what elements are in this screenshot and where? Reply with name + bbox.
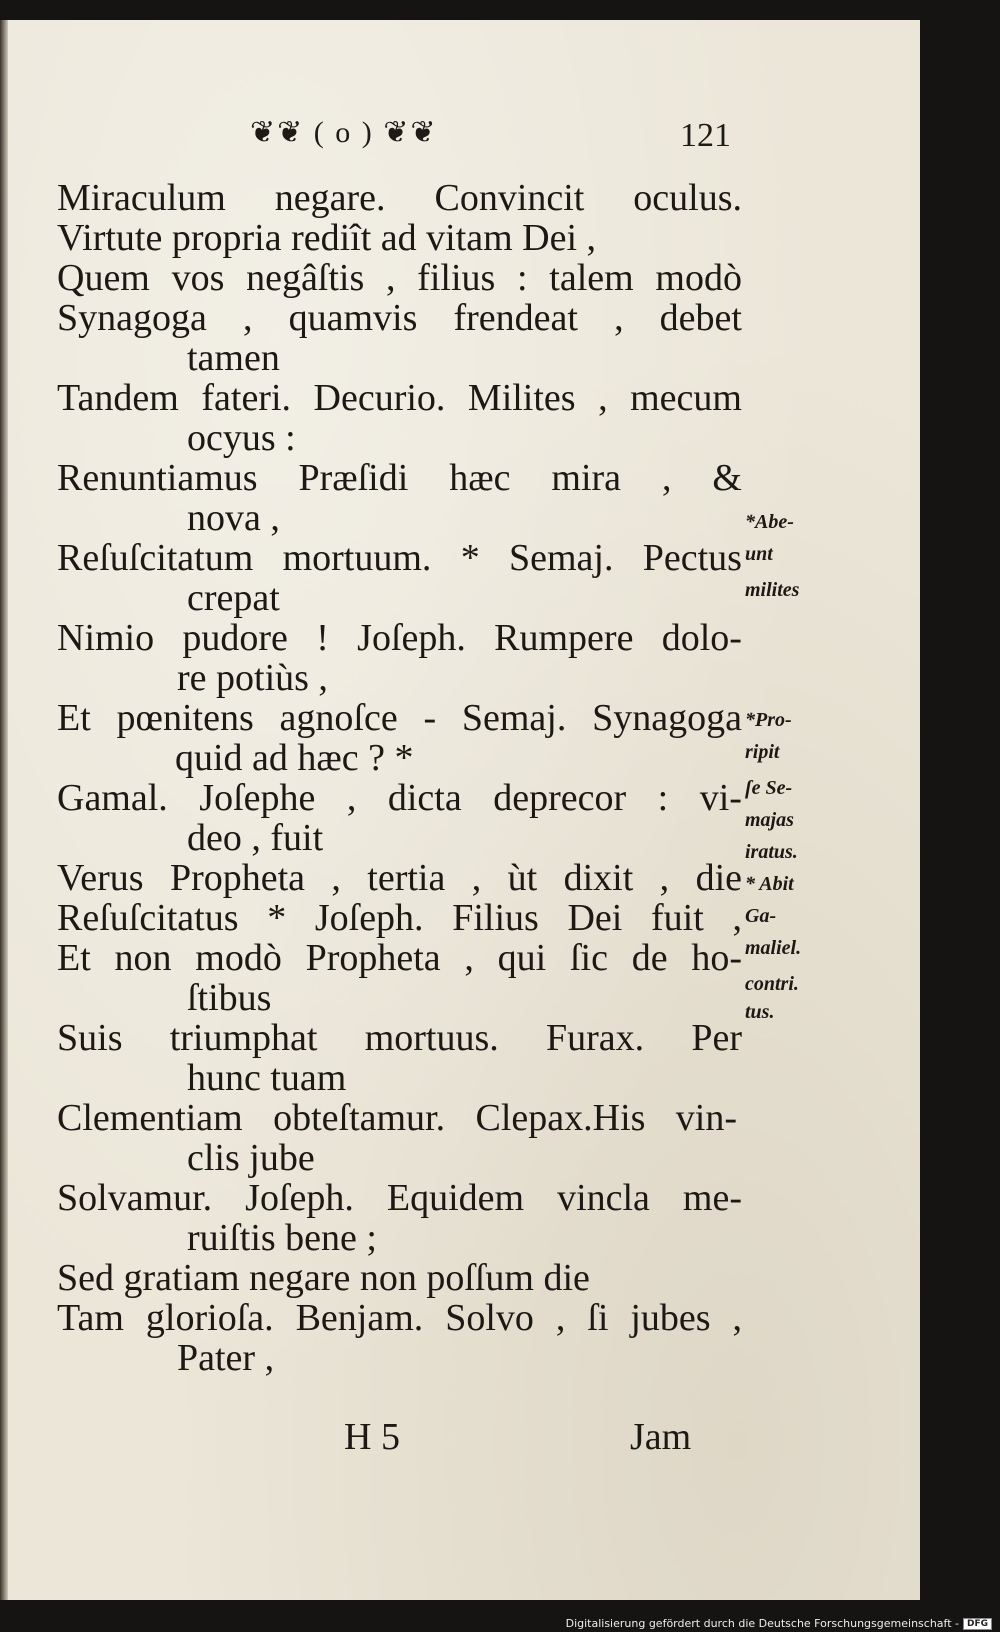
- word: pœnitens: [116, 697, 254, 739]
- word: frendeat: [453, 297, 578, 339]
- word: ,: [464, 937, 474, 979]
- word: oculus.: [633, 177, 742, 219]
- word: ,: [732, 897, 742, 939]
- word: ,: [385, 257, 396, 299]
- word: Reſuſcitatus: [57, 897, 239, 939]
- word: qui: [497, 937, 547, 979]
- margin-note: iratus.: [745, 841, 798, 863]
- margin-note: milites: [745, 579, 800, 601]
- word: Semaj.: [461, 697, 567, 739]
- text-line: clis jube: [187, 1137, 315, 1179]
- word: negare.: [274, 177, 386, 219]
- word: debet: [659, 297, 742, 339]
- text-line: [57, 778, 742, 818]
- margin-note: maliel.: [745, 937, 802, 959]
- credit-text: Digitalisierung gefördert durch die Deutsche Forschungsgemeinschaft -: [565, 1617, 959, 1630]
- word: Præſidi: [298, 457, 409, 499]
- text-line: quid ad hæc ? *: [175, 737, 414, 779]
- word: ,: [346, 777, 357, 819]
- text-line: [57, 698, 742, 738]
- word: modò: [195, 937, 282, 979]
- text-line: [57, 298, 742, 338]
- word: Rumpere: [494, 617, 634, 659]
- word: filius: [417, 257, 496, 299]
- word: vincla: [557, 1177, 650, 1219]
- word: dixit: [563, 857, 634, 899]
- word: Dei: [567, 897, 623, 939]
- text-line: [57, 378, 742, 418]
- word: fateri.: [201, 377, 292, 419]
- word: ,: [598, 377, 608, 419]
- word: obteſtamur.: [273, 1097, 446, 1139]
- word: *: [460, 537, 480, 579]
- word: -: [423, 697, 437, 739]
- margin-note: Ga-: [745, 905, 777, 927]
- word: Benjam.: [295, 1297, 424, 1339]
- margin-note: *Abe-: [745, 511, 794, 533]
- text-line: tamen: [187, 337, 280, 379]
- text-line: [57, 538, 742, 578]
- word: Et: [57, 937, 91, 979]
- word: Milites: [467, 377, 576, 419]
- word: non: [114, 937, 172, 979]
- margin-note: * Abit: [745, 873, 794, 895]
- word: Miraculum: [57, 177, 226, 219]
- text-line: [57, 1178, 742, 1218]
- word: Quem: [57, 257, 150, 299]
- word: &: [712, 457, 742, 499]
- word: tertia: [367, 857, 446, 899]
- running-header: [250, 115, 750, 165]
- word: mecum: [630, 377, 742, 419]
- word: :: [657, 777, 669, 819]
- margin-note: majas: [745, 809, 794, 831]
- word: ,: [555, 1297, 566, 1339]
- word: Furax.: [545, 1017, 645, 1059]
- text-line: Virtute propria rediît ad vitam Dei ,: [57, 217, 597, 259]
- text-body: [57, 178, 757, 1378]
- page-footer: [0, 1415, 920, 1465]
- word: jubes: [630, 1297, 711, 1339]
- word: talem: [549, 257, 634, 299]
- text-line: [57, 1298, 742, 1338]
- word: Convincit: [434, 177, 585, 219]
- word: Reſuſcitatum: [57, 537, 254, 579]
- word: mortuus.: [364, 1017, 499, 1059]
- word: Tandem: [57, 377, 179, 419]
- word: agnoſce: [279, 697, 398, 739]
- text-line: [57, 938, 742, 978]
- margin-note: contri.: [745, 973, 799, 995]
- word: deprecor: [493, 777, 627, 819]
- word: Synagoga: [57, 297, 207, 339]
- text-line: [57, 178, 742, 218]
- text-line: crepat: [187, 577, 280, 619]
- word: ,: [661, 457, 672, 499]
- word: mortuum.: [282, 537, 432, 579]
- margin-note: tus.: [745, 1001, 775, 1023]
- word: vos: [171, 257, 225, 299]
- text-line: nova ,: [187, 497, 280, 539]
- word: de: [631, 937, 668, 979]
- text-line: Pater ,: [177, 1337, 275, 1379]
- word: ſic: [569, 937, 608, 979]
- word: Per: [691, 1017, 742, 1059]
- word: ,: [331, 857, 341, 899]
- text-line: [57, 858, 742, 898]
- word: Solvamur.: [57, 1177, 213, 1219]
- word: Joſeph.: [314, 897, 424, 939]
- word: Propheta: [305, 937, 441, 979]
- word: Propheta: [169, 857, 306, 899]
- word: ,: [471, 857, 482, 899]
- word: ,: [614, 297, 624, 339]
- word: pudore: [182, 617, 288, 659]
- word: Gamal.: [57, 777, 168, 819]
- word: Semaj.: [508, 537, 614, 579]
- word: Synagoga: [592, 697, 742, 739]
- word: hæc: [449, 457, 511, 499]
- margin-note: ſe Se-: [745, 777, 793, 799]
- text-line: ocyus :: [187, 417, 296, 459]
- text-line: [57, 618, 742, 658]
- text-line: Sed gratiam negare non poſſum die: [57, 1257, 590, 1299]
- word: !: [316, 617, 329, 659]
- word: ,: [732, 1297, 742, 1339]
- margin-note: ripit: [745, 741, 780, 763]
- text-line: hunc tuam: [187, 1057, 347, 1099]
- word: vi-: [699, 777, 742, 819]
- word: ſi: [587, 1297, 609, 1339]
- word: fuit: [651, 897, 704, 939]
- word: Joſephe: [199, 777, 316, 819]
- word: negâſtis: [246, 257, 365, 299]
- word: :: [517, 257, 528, 299]
- header-ornament: ❦❦ ( o ) ❦❦: [250, 116, 438, 149]
- word: Verus: [57, 857, 144, 899]
- digitization-credit: [566, 1617, 992, 1630]
- word: vin-: [675, 1097, 737, 1139]
- book-page: [0, 20, 920, 1600]
- word: Equidem: [386, 1177, 525, 1219]
- catchword: Jam: [630, 1416, 692, 1458]
- word: Et: [57, 697, 91, 739]
- word: quamvis: [288, 297, 418, 339]
- word: ho-: [691, 937, 742, 979]
- word: Clementiam: [57, 1097, 243, 1139]
- text-line: re potiùs ,: [177, 657, 328, 699]
- word: ùt: [507, 857, 538, 899]
- word: Joſeph.: [357, 617, 466, 659]
- word: Pectus: [642, 537, 742, 579]
- word: dolo-: [661, 617, 742, 659]
- word: triumphat: [169, 1017, 318, 1059]
- page-gutter: [0, 20, 8, 1600]
- word: Renuntiamus: [57, 457, 258, 499]
- text-line: [57, 898, 742, 938]
- signature-mark: H 5: [344, 1416, 400, 1458]
- word: *: [267, 897, 287, 939]
- dfg-logo: DFG: [963, 1618, 992, 1630]
- word: Suis: [57, 1017, 123, 1059]
- word: Joſeph.: [245, 1177, 354, 1219]
- page-number: 121: [680, 117, 731, 154]
- text-line: [57, 458, 742, 498]
- text-line: [57, 258, 742, 298]
- word: Solvo: [445, 1297, 534, 1339]
- word: Nimio: [57, 617, 155, 659]
- word: modò: [655, 257, 742, 299]
- word: Decurio.: [313, 377, 446, 419]
- text-line: ſtibus: [187, 977, 272, 1019]
- word: die: [695, 857, 742, 899]
- word: Clepax.His: [475, 1097, 646, 1139]
- text-line: ruiſtis bene ;: [187, 1217, 377, 1259]
- word: ,: [659, 857, 670, 899]
- word: Tam: [57, 1297, 124, 1339]
- margin-note: unt: [745, 543, 773, 565]
- text-line: deo , fuit: [187, 817, 324, 859]
- word: dicta: [387, 777, 462, 819]
- margin-note: *Pro-: [745, 709, 792, 731]
- text-line: [57, 1018, 742, 1058]
- word: ,: [242, 297, 253, 339]
- word: mira: [551, 457, 622, 499]
- word: Filius: [452, 897, 539, 939]
- word: me-: [682, 1177, 742, 1219]
- word: glorioſa.: [145, 1297, 274, 1339]
- text-line: [57, 1098, 737, 1138]
